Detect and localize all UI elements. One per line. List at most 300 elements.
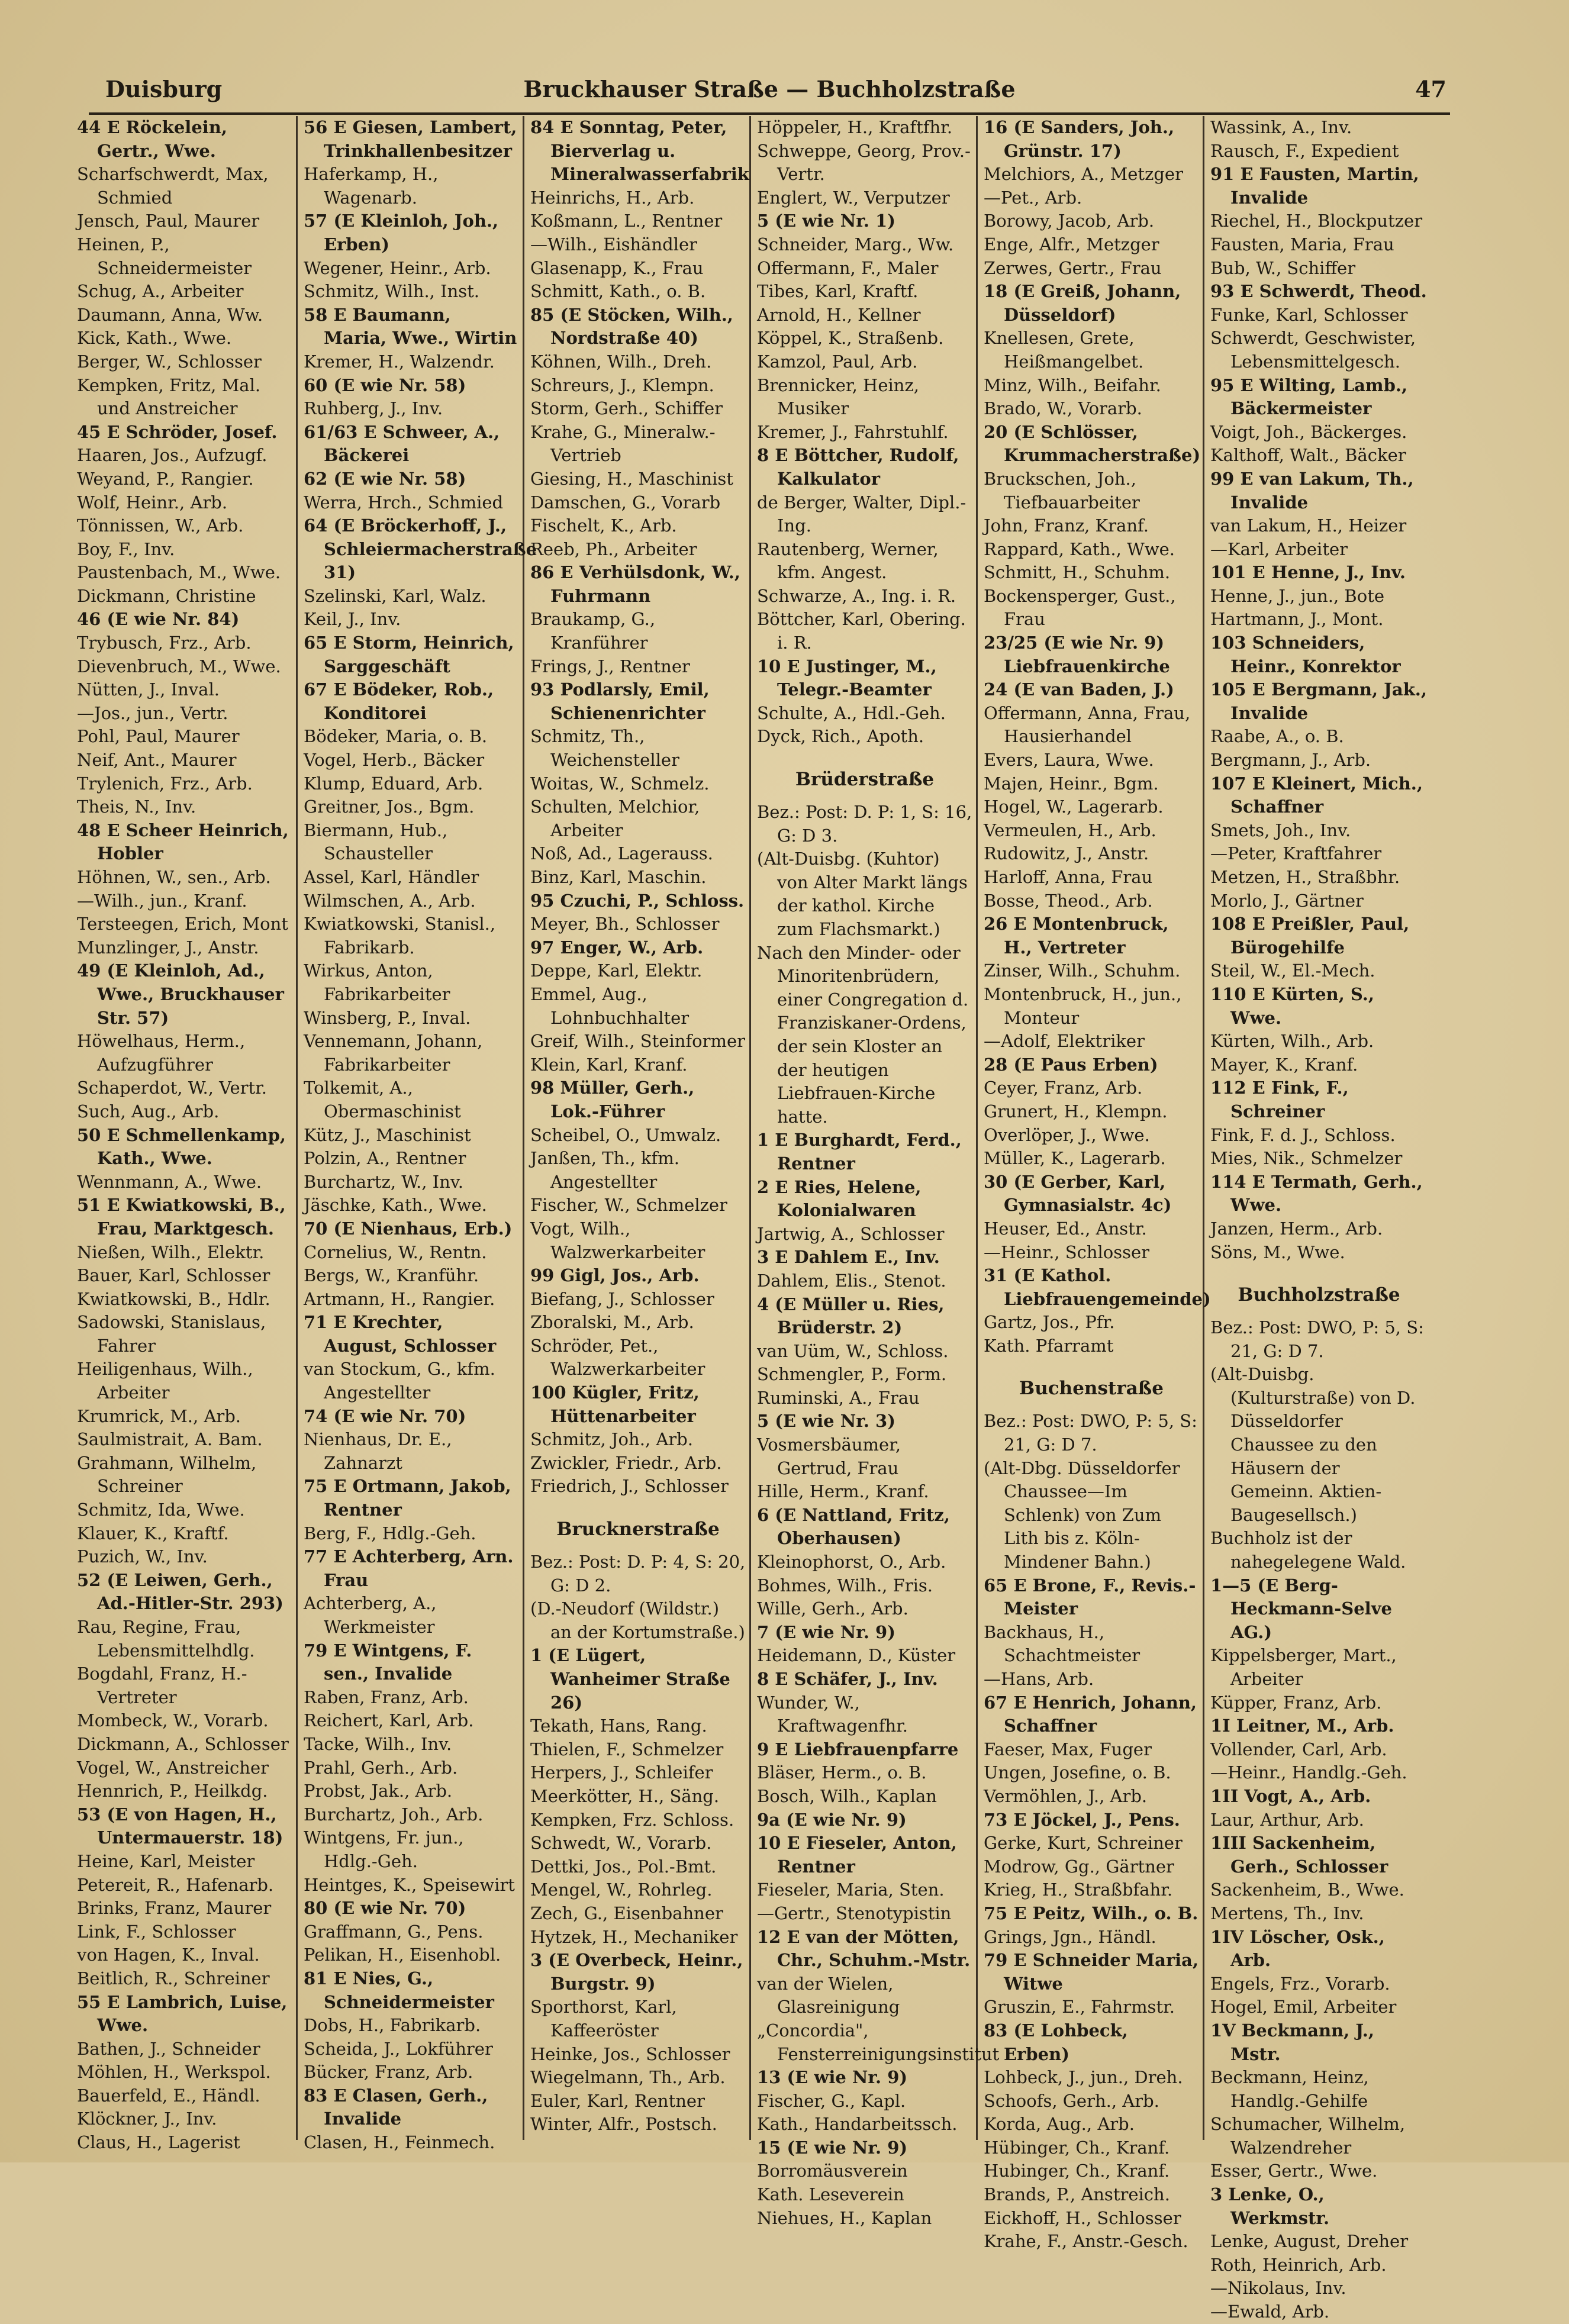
directory-entry: 6 (E Nattland, Fritz, Oberhausen) (757, 1504, 950, 1549)
directory-entry: 5 (E wie Nr. 1) (757, 211, 895, 231)
directory-entry: 62 (E wie Nr. 58) (304, 468, 466, 489)
directory-entry: 1 (E Lügert, Wanheimer Straße 26) (530, 1645, 730, 1713)
directory-entry: Braukamp, G., Kranführer (530, 609, 656, 653)
directory-entry: Evers, Laura, Wwe. (984, 750, 1154, 771)
entry-list-after-heading (530, 1551, 746, 2136)
directory-entry: Schmitz, Th., Weichensteller (530, 726, 679, 771)
directory-entry: Fausten, Maria, Frau (1210, 234, 1394, 254)
directory-entry: Heine, Karl, Meister (77, 1851, 255, 1871)
directory-entry: Harloff, Anna, Frau (984, 867, 1153, 887)
directory-entry: Schmitz, Joh., Arb. (530, 1429, 693, 1450)
directory-entry: 45 E Schröder, Josef. (77, 421, 278, 442)
directory-entry: 99 Gigl, Jos., Arb. (530, 1265, 700, 1286)
directory-entry: Meerkötter, H., Säng. (530, 1785, 720, 1806)
directory-entry: 107 E Kleinert, Mich., Schaffner (1210, 773, 1423, 817)
directory-entry: Sporthorst, Karl, Kaffeeröster (530, 1997, 677, 2041)
column-5 (978, 116, 1211, 2252)
directory-entry: Kick, Kath., Wwe. (77, 328, 232, 349)
directory-entry: Kath., Handarbeitssch. (757, 2114, 958, 2135)
directory-entry: Greitner, Jos., Bgm. (304, 797, 475, 817)
directory-entry: Höwelhaus, Herm., Aufzugführer (77, 1031, 246, 1075)
directory-entry: Bohmes, Wilh., Fris. (757, 1575, 933, 1595)
directory-entry: Krieg, H., Straßbfahr. (984, 1880, 1173, 1900)
directory-entry: Zboralski, M., Arb. (530, 1312, 694, 1333)
directory-entry: Offermann, F., Maler (757, 257, 939, 278)
directory-entry: Berg, F., Hdlg.-Geh. (304, 1523, 476, 1543)
directory-entry: 20 (E Schlösser, Krummacherstraße) (984, 421, 1201, 466)
directory-entry: Assel, Karl, Händler (304, 867, 479, 887)
directory-entry: Lenke, August, Dreher (1210, 2231, 1409, 2252)
directory-entry: 98 Müller, Gerh., Lok.-Führer (530, 1078, 695, 1121)
directory-entry: Binz, Karl, Maschin. (530, 867, 707, 887)
directory-entry: 75 E Ortmann, Jakob, Rentner (304, 1476, 511, 1520)
directory-entry: Steil, W., El.-Mech. (1210, 960, 1375, 981)
directory-entry: Giesing, H., Maschinist (530, 468, 733, 489)
directory-entry: —Jos., jun., Vertr. (77, 702, 228, 723)
directory-entry: Hennrich, P., Heilkdg. (77, 1781, 268, 1801)
directory-entry: 2 E Ries, Helene, Kolonialwaren (757, 1176, 922, 1221)
directory-entry: Vennemann, Johann, Fabrikarbeiter (304, 1031, 483, 1075)
directory-entry: Böttcher, Karl, Obering. i. R. (757, 609, 966, 653)
directory-entry: Schoofs, Gerh., Arb. (984, 2090, 1159, 2111)
directory-entry: Kleinophorst, O., Arb. (757, 1552, 946, 1572)
directory-entry: 65 E Brone, F., Revis.-Meister (984, 1575, 1196, 1619)
directory-entry: 4 (E Müller u. Ries, Brüderstr. 2) (757, 1294, 945, 1338)
directory-entry: Ungen, Josefine, o. B. (984, 1762, 1171, 1783)
directory-entry: Englert, W., Verputzer (757, 187, 950, 208)
directory-entry: Zinser, Wilh., Schuhm. (984, 960, 1181, 981)
directory-entry: Raabe, A., o. B. (1210, 726, 1344, 747)
directory-entry: Schumacher, Wilhelm, Walzendreher (1210, 2114, 1406, 2158)
directory-entry: (Alt-Duisbg. (Kuhtor) von Alter Markt längs der kathol. Kirche zum Flachsmarkt.) (757, 849, 968, 939)
directory-entry: 1V Beckmann, J., Mstr. (1210, 2020, 1374, 2064)
directory-entry: Reichert, Karl, Arb. (304, 1710, 474, 1731)
directory-entry: Fink, F. d. J., Schloss. (1210, 1124, 1396, 1145)
directory-entry: 93 Podlarsly, Emil, Schienenrichter (530, 679, 710, 723)
directory-entry: 10 E Fieseler, Anton, Rentner (757, 1833, 957, 1877)
column-6 (1204, 116, 1431, 2322)
directory-entry: Beckmann, Heinz, Handlg.-Gehilfe (1210, 2067, 1369, 2111)
directory-entry: Wilmschen, A., Arb. (304, 890, 476, 911)
directory-entry: Ruminski, A., Frau (757, 1387, 920, 1408)
directory-entry: 67 E Henrich, Johann, Schaffner (984, 1692, 1197, 1736)
directory-entry: Cornelius, W., Rentn. (304, 1242, 487, 1262)
directory-entry: 80 (E wie Nr. 70) (304, 1898, 466, 1919)
directory-entry: Munzlinger, J., Anstr. (77, 937, 259, 958)
directory-entry: Sadowski, Stanislaus, Fahrer (77, 1312, 266, 1356)
directory-entry: 26 E Montenbruck, H., Vertreter (984, 914, 1169, 958)
directory-entry: 65 E Storm, Heinrich, Sarggeschäft (304, 633, 514, 676)
directory-entry: Brinks, Franz, Maurer (77, 1898, 272, 1919)
directory-entry: Brennicker, Heinz, Musiker (757, 375, 919, 419)
directory-entry: Janßen, Th., kfm. Angestellter (530, 1148, 679, 1192)
directory-entry: Bläser, Herm., o. B. (757, 1762, 927, 1783)
directory-entry: 101 E Henne, J., Inv. (1210, 562, 1406, 583)
directory-entry: Weyand, P., Rangier. (77, 468, 254, 489)
directory-entry: Küpper, Franz, Arb. (1210, 1692, 1382, 1713)
directory-entry: Wirkus, Anton, Fabrikarbeiter (304, 960, 450, 1004)
directory-entry: Paustenbach, M., Wwe. (77, 562, 281, 583)
directory-entry: Scharfschwerdt, Max, Schmied (77, 164, 269, 208)
directory-entry: 5 (E wie Nr. 3) (757, 1411, 895, 1432)
directory-entry: Petereit, R., Hafenarb. (77, 1874, 274, 1895)
directory-entry: 83 E Clasen, Gerh., Invalide (304, 2085, 488, 2129)
directory-entry: Minz, Wilh., Beifahr. (984, 375, 1161, 395)
street-heading-brucknerstrasse: Brucknerstraße (556, 1519, 720, 1540)
directory-entry: Grahmann, Wilhelm, Schreiner (77, 1452, 257, 1497)
directory-entry: Clasen, H., Feinmech. (304, 2132, 495, 2153)
directory-entry: Bathen, J., Schneider (77, 2038, 260, 2059)
directory-entry: Szelinski, Karl, Walz. (304, 585, 487, 606)
directory-entry: Bez.: Post: DWO, P: 5, S: 21, G: D 7. (1210, 1317, 1424, 1361)
directory-entry: Janzen, Herm., Arb. (1210, 1218, 1383, 1239)
directory-entry: Grings, Jgn., Händl. (984, 1926, 1156, 1947)
directory-entry: Gerke, Kurt, Schreiner (984, 1833, 1183, 1854)
directory-entry: Heiligenhaus, Wilh., Arbeiter (77, 1359, 253, 1403)
directory-entry: Hubinger, Ch., Kranf. (984, 2161, 1170, 2181)
directory-entry: Smets, Joh., Inv. (1210, 820, 1351, 840)
directory-entry: 1 E Burghardt, Ferd., Rentner (757, 1130, 962, 1174)
directory-entry: Dyck, Rich., Apoth. (757, 726, 924, 747)
directory-entry: Berger, W., Schlosser (77, 351, 262, 372)
directory-entry: Heinrichs, H., Arb. (530, 187, 695, 208)
directory-entry: 71 E Krechter, August, Schlosser (304, 1312, 497, 1356)
directory-entry: Mies, Nik., Schmelzer (1210, 1148, 1403, 1169)
directory-entry: Schweppe, Georg, Prov.-Vertr. (757, 140, 971, 185)
directory-entry: Lohbeck, J., jun., Dreh. (984, 2067, 1183, 2088)
directory-entry: Jäschke, Kath., Wwe. (304, 1195, 487, 1216)
directory-entry: Hübinger, Ch., Kranf. (984, 2137, 1170, 2158)
directory-entry: 73 E Jöckel, J., Pens. (984, 1809, 1180, 1830)
directory-entry: Montenbruck, H., jun., Monteur (984, 984, 1182, 1028)
directory-entry: Bez.: Post: DWO, P: 5, S: 21, G: D 7. (984, 1411, 1197, 1455)
directory-entry: Koßmann, L., Rentner (530, 211, 723, 231)
directory-entry: Overlöper, J., Wwe. (984, 1124, 1150, 1145)
directory-entry: Mengel, W., Rohrleg. (530, 1880, 713, 1900)
directory-entry: Biefang, J., Schlosser (530, 1288, 714, 1309)
directory-entry: Klauer, K., Kraftf. (77, 1523, 229, 1543)
directory-entry: Nach den Minder- oder Minoritenbrüdern, einer Congregation d. Franziskaner-Ordens, der sein Kloster an der heutigen Liebfrauen-Kirche hatte. (757, 942, 969, 1127)
directory-entry: 56 E Giesen, Lambert, Trinkhallenbesitzer (304, 117, 517, 161)
directory-entry: Borowy, Jacob, Arb. (984, 211, 1155, 231)
directory-entry: Bruckschen, Joh., Tiefbauarbeiter (984, 468, 1140, 512)
directory-entry: Krumrick, M., Arb. (77, 1406, 241, 1426)
directory-entry: Ruhberg, J., Inv. (304, 398, 443, 419)
directory-entry: Vogel, W., Anstreicher (77, 1757, 269, 1778)
directory-entry: —Heinr., Schlosser (984, 1242, 1150, 1262)
directory-entry: 67 E Bödeker, Rob., Konditorei (304, 679, 494, 723)
directory-entry: 18 (E Greiß, Johann, Düsseldorf) (984, 281, 1181, 325)
directory-entry: van der Wielen, Glasreinigung (757, 1973, 900, 2017)
directory-entry: Neif, Ant., Maurer (77, 750, 237, 771)
directory-entry: Metzen, H., Straßbhr. (1210, 867, 1400, 887)
directory-entry: 93 E Schwerdt, Theod. (1210, 281, 1427, 302)
directory-entry: Bauer, Karl, Schlosser (77, 1265, 270, 1286)
directory-entry: 1I Leitner, M., Arb. (1210, 1716, 1394, 1736)
directory-entry: Probst, Jak., Arb. (304, 1781, 453, 1801)
directory-entry: Trylenich, Frz., Arb. (77, 773, 253, 794)
directory-entry: Vermöhlen, J., Arb. (984, 1785, 1148, 1806)
directory-entry: Dickmann, A., Schlosser (77, 1733, 289, 1754)
directory-entry: Schmengler, P., Form. (757, 1364, 947, 1385)
directory-entry: 53 (E von Hagen, H., Untermauerstr. 18) (77, 1804, 283, 1848)
directory-entry: 79 E Schneider Maria, Witwe (984, 1950, 1199, 1994)
street-heading-buchholzstrasse: Buchholzstraße (1238, 1284, 1400, 1306)
directory-entry: 61/63 E Schweer, A., Bäckerei (304, 421, 500, 466)
directory-entry: 1II Vogt, A., Arb. (1210, 1785, 1371, 1806)
directory-entry: Claus, H., Lagerist (77, 2132, 240, 2153)
directory-entry: Bergmann, J., Arb. (1210, 750, 1371, 771)
directory-entry: Rautenberg, Werner, kfm. Angest. (757, 539, 939, 583)
directory-entry: Zech, G., Eisenbahner (530, 1903, 723, 1923)
directory-entry: Hartmann, J., Mont. (1210, 609, 1384, 630)
directory-entry: Bez.: Post: D. P: 4, S: 20, G: D 2. (530, 1552, 746, 1595)
directory-entry: Korda, Aug., Arb. (984, 2114, 1135, 2135)
directory-entry: Schmitz, Wilh., Inst. (304, 281, 479, 302)
directory-entry: Prahl, Gerh., Arb. (304, 1757, 458, 1778)
directory-entry: 1IV Löscher, Osk., Arb. (1210, 1926, 1385, 1971)
directory-entry: 12 E van der Mötten, Chr., Schuhm.-Mstr. (757, 1926, 971, 1971)
directory-entry: Roth, Heinrich, Arb. (1210, 2254, 1387, 2275)
directory-entry: Köppel, K., Straßenb. (757, 328, 944, 349)
directory-entry: 103 Schneiders, Heinr., Konrektor (1210, 633, 1401, 676)
directory-entry: 57 (E Kleinloh, Joh., Erben) (304, 211, 499, 254)
directory-entry: Dahlem, Elis., Stenot. (757, 1270, 946, 1291)
directory-entry: Wegener, Heinr., Arb. (304, 257, 491, 278)
directory-entry: Mayer, K., Kranf. (1210, 1054, 1358, 1075)
page-number: 47 (1415, 76, 1446, 102)
directory-entry: 23/25 (E wie Nr. 9) Liebfrauenkirche (984, 633, 1170, 676)
directory-entry: Nütten, J., Inval. (77, 679, 220, 700)
directory-entry: Theis, N., Inv. (77, 797, 196, 817)
directory-entry: Emmel, Aug., Lohnbuchhalter (530, 984, 690, 1028)
directory-entry: Möhlen, H., Werkspol. (77, 2062, 271, 2083)
directory-entry: 3 Lenke, O., Werkmstr. (1210, 2184, 1330, 2228)
directory-entry: „Concordia", Fensterreinigungsinstitut (757, 2020, 1000, 2064)
directory-entry: 60 (E wie Nr. 58) (304, 375, 466, 395)
directory-entry: Tönnissen, W., Arb. (77, 515, 244, 536)
directory-entry: 3 E Dahlem E., Inv. (757, 1247, 940, 1268)
directory-entry: 13 (E wie Nr. 9) (757, 2067, 908, 2088)
directory-entry: Euler, Karl, Rentner (530, 2090, 705, 2111)
page-header (89, 71, 1450, 115)
directory-entry: Heinen, P., Schneidermeister (77, 234, 252, 278)
directory-entry: Grunert, H., Klempn. (984, 1101, 1168, 1121)
directory-entry: 55 E Lambrich, Luise, Wwe. (77, 1991, 288, 2036)
column-1 (71, 116, 298, 2153)
directory-entry: Müller, K., Lagerarb. (984, 1148, 1166, 1169)
directory-entry: Dettki, Jos., Pol.-Bmt. (530, 1856, 717, 1877)
directory-entry: 8 E Böttcher, Rudolf, Kalkulator (757, 445, 959, 489)
directory-entry: Tersteegen, Erich, Mont (77, 914, 288, 934)
directory-entry: 7 (E wie Nr. 9) (757, 1622, 895, 1642)
directory-entry: Schulten, Melchior, Arbeiter (530, 797, 700, 840)
directory-entry: 30 (E Gerber, Karl, Gymnasialstr. 4c) (984, 1171, 1172, 1216)
directory-entry: Dickmann, Christine (77, 585, 256, 606)
directory-entry: 1III Sackenheim, Gerh., Schlosser (1210, 1833, 1388, 1877)
directory-entry: (Alt-Dbg. Düsseldorfer Chaussee—Im Schlenk) von Zum Lith bis z. Köln-Mindener Bahn.) (984, 1458, 1180, 1572)
directory-entry: Kremer, J., Fahrstuhlf. (757, 421, 949, 442)
column-2 (298, 116, 537, 2153)
directory-entry: Bosch, Wilh., Kaplan (757, 1785, 937, 1806)
directory-entry: —Ewald, Arb. (1210, 2302, 1330, 2322)
directory-entry: Backhaus, H., Schachtmeister (984, 1622, 1140, 1666)
directory-entry: Boy, F., Inv. (77, 539, 175, 559)
directory-entry: Haaren, Jos., Aufzugf. (77, 445, 268, 466)
directory-entry: —Wilh., Eishändler (530, 234, 698, 254)
directory-entry: 31 (E Kathol. Liebfrauengemeinde) (984, 1265, 1211, 1309)
directory-entry: —Heinr., Handlg.-Geh. (1210, 1762, 1407, 1783)
directory-entry: Artmann, H., Rangier. (304, 1288, 495, 1309)
directory-entry: 79 E Wintgens, F. sen., Invalide (304, 1640, 472, 1684)
directory-entry: Graffmann, G., Pens. (304, 1921, 484, 1942)
directory-entry: Schmitt, H., Schuhm. (984, 562, 1171, 583)
directory-entry: —Wilh., jun., Kranf. (77, 890, 247, 911)
directory-entry: Nießen, Wilh., Elektr. (77, 1242, 265, 1262)
directory-entry: Wiegelmann, Th., Arb. (530, 2067, 726, 2088)
directory-entry: Kempken, Fritz, Mal. und Anstreicher (77, 375, 261, 419)
directory-entry: Brands, P., Anstreich. (984, 2184, 1170, 2205)
directory-entry: —Peter, Kraftfahrer (1210, 843, 1382, 864)
directory-entry: Tibes, Karl, Kraftf. (757, 281, 919, 302)
directory-entry: Schug, A., Arbeiter (77, 281, 244, 302)
directory-entry: Biermann, Hub., Schausteller (304, 820, 448, 864)
directory-entry: Bauerfeld, E., Händl. (77, 2085, 260, 2106)
directory-entry: Vosmersbäumer, Gertrud, Frau (757, 1435, 901, 1478)
directory-entry: 81 E Nies, G., Schneidermeister (304, 1968, 494, 2012)
directory-entry: 75 E Peitz, Wilh., o. B. (984, 1903, 1199, 1923)
directory-entry: Reeb, Ph., Arbeiter (530, 539, 697, 559)
entry-list-after-heading (984, 1410, 1199, 2253)
directory-entry: Heintges, K., Speisewirt (304, 1874, 515, 1895)
directory-entry: Höhnen, W., sen., Arb. (77, 867, 271, 887)
directory-entry: Henne, J., jun., Bote (1210, 585, 1385, 606)
directory-entry: Bockensperger, Gust., Frau (984, 585, 1176, 630)
directory-entry: Vogel, Herb., Bäcker (304, 750, 485, 771)
directory-entry: Raben, Franz, Arb. (304, 1687, 469, 1707)
directory-entry: Brado, W., Vorarb. (984, 398, 1142, 419)
directory-entry: Tolkemit, A., Obermaschinist (304, 1078, 461, 1121)
directory-entry: 48 E Scheer Heinrich, Hobler (77, 820, 289, 864)
entry-list (304, 116, 537, 2155)
directory-entry: Schröder, Pet., Walzwerkarbeiter (530, 1335, 705, 1379)
directory-entry: Gartz, Jos., Pfr. (984, 1312, 1115, 1333)
street-heading-buchenstrasse: Buchenstraße (1019, 1378, 1164, 1400)
directory-entry: Winter, Alfr., Postsch. (530, 2114, 717, 2135)
directory-entry: Rau, Regine, Frau, Lebensmittelhdlg. (77, 1617, 255, 1661)
directory-entry: Wolf, Heinr., Arb. (77, 492, 228, 512)
directory-entry: 44 E Röckelein, Gertr., Wwe. (77, 117, 227, 161)
directory-entry: Rudowitz, J., Anstr. (984, 843, 1149, 864)
directory-entry: Krahe, F., Anstr.-Gesch. (984, 2231, 1188, 2252)
directory-entry: Bergs, W., Kranführ. (304, 1265, 479, 1286)
directory-entry: (Alt-Duisbg. (Kulturstraße) von D. Düsseldorfer Chaussee zu den Häusern der Gemeinn. Aktien-Baugesellsch.) (1210, 1364, 1416, 1525)
directory-entry: Kath. Pfarramt (984, 1335, 1114, 1356)
directory-entry: Schmitz, Ida, Wwe. (77, 1500, 245, 1520)
directory-entry: Söns, M., Wwe. (1210, 1242, 1345, 1262)
directory-entry: Kamzol, Paul, Arb. (757, 351, 918, 372)
directory-entry: Bogdahl, Franz, H.-Vertreter (77, 1664, 247, 1707)
directory-columns (71, 116, 1432, 2322)
directory-entry: Schaperdot, W., Vertr. (77, 1078, 268, 1098)
directory-entry: 10 E Justinger, M., Telegr.-Beamter (757, 656, 937, 700)
street-range-title: Bruckhauser Straße — Buchholzstraße (523, 76, 1016, 102)
directory-entry: Majen, Heinr., Bgm. (984, 773, 1159, 794)
directory-entry: Borromäusverein (757, 2161, 908, 2181)
directory-entry: Noß, Ad., Lagerauss. (530, 843, 713, 864)
street-heading-bruederstrasse: Brüderstraße (795, 769, 935, 791)
directory-entry: Morlo, J., Gärtner (1210, 890, 1364, 911)
directory-entry: Funke, Karl, Schlosser (1210, 304, 1408, 325)
directory-entry: Zerwes, Gertr., Frau (984, 257, 1162, 278)
directory-entry: Vollender, Carl, Arb. (1210, 1739, 1387, 1759)
directory-entry: Zwickler, Friedr., Arb. (530, 1452, 722, 1473)
directory-entry: Enge, Alfr., Metzger (984, 234, 1159, 254)
directory-entry: Schmitt, Kath., o. B. (530, 281, 706, 302)
directory-entry: Klump, Eduard, Arb. (304, 773, 484, 794)
directory-entry: Kütz, J., Maschinist (304, 1124, 471, 1145)
column-3 (524, 116, 751, 2140)
directory-entry: 3 (E Overbeck, Heinr., Burgstr. 9) (530, 1950, 743, 1994)
directory-entry: Friedrich, J., Schlosser (530, 1476, 729, 1497)
entry-list-after-heading (1210, 1316, 1428, 2324)
directory-entry: —Karl, Arbeiter (1210, 539, 1348, 559)
directory-entry: Kremer, H., Walzendr. (304, 351, 495, 372)
directory-entry: Dievenbruch, M., Wwe. (77, 656, 281, 676)
directory-entry: Klöckner, J., Inv. (77, 2109, 217, 2129)
directory-entry: 16 (E Sanders, Joh., Grünstr. 17) (984, 117, 1175, 161)
directory-entry: Schulte, A., Hdl.-Geh. (757, 702, 946, 723)
directory-entry: 91 E Fausten, Martin, Invalide (1210, 164, 1419, 208)
directory-entry: Klein, Karl, Kranf. (530, 1054, 688, 1075)
directory-entry: Wintgens, Fr. jun., Hdlg.-Geh. (304, 1827, 464, 1871)
directory-entry: Vogt, Wilh., Walzwerkarbeiter (530, 1218, 705, 1262)
directory-entry: Hytzek, H., Mechaniker (530, 1926, 738, 1947)
directory-entry: Heidemann, D., Küster (757, 1645, 956, 1666)
directory-entry: Woitas, W., Schmelz. (530, 773, 710, 794)
directory-entry: Riechel, H., Blockputzer (1210, 211, 1423, 231)
directory-entry: Vermeulen, H., Arb. (984, 820, 1156, 840)
directory-entry: Jartwig, A., Schlosser (757, 1223, 945, 1244)
directory-entry: Eickhoff, H., Schlosser (984, 2207, 1181, 2228)
directory-entry: 83 (E Lohbeck, Erben) (984, 2020, 1128, 2064)
directory-entry: Keil, J., Inv. (304, 609, 401, 630)
directory-entry: Schwerdt, Geschwister, Lebensmittelgesch. (1210, 328, 1416, 372)
directory-entry: de Berger, Walter, Dipl.-Ing. (757, 492, 966, 536)
directory-entry: Mertens, Th., Inv. (1210, 1903, 1364, 1923)
directory-entry: 24 (E van Baden, J.) (984, 679, 1174, 700)
city-name: Duisburg (105, 76, 223, 102)
directory-entry: 114 E Termath, Gerh., Wwe. (1210, 1171, 1423, 1216)
directory-entry: Esser, Gertr., Wwe. (1210, 2161, 1378, 2181)
directory-entry: Hogel, W., Lagerarb. (984, 797, 1164, 817)
directory-entry: 77 E Achterberg, Arn. Frau (304, 1546, 514, 1590)
directory-entry: Nienhaus, Dr. E., Zahnarzt (304, 1429, 452, 1473)
directory-entry: Sackenheim, B., Wwe. (1210, 1880, 1404, 1900)
directory-entry: Glasenapp, K., Frau (530, 257, 704, 278)
directory-entry: Kempken, Frz. Schloss. (530, 1809, 734, 1830)
directory-entry: Knellesen, Grete, Heißmangelbet. (984, 328, 1144, 372)
directory-entry: Kath. Leseverein (757, 2184, 904, 2205)
directory-entry: 46 (E wie Nr. 84) (77, 609, 240, 630)
directory-entry: 112 E Fink, F., Schreiner (1210, 1078, 1349, 1121)
directory-entry: Höppeler, H., Kraftfhr. (757, 117, 953, 137)
directory-entry: van Uüm, W., Schloss. (757, 1340, 949, 1361)
directory-entry: Mombeck, W., Vorarb. (77, 1710, 269, 1731)
directory-entry: 9 E Liebfrauenpfarre (757, 1739, 959, 1759)
column-4 (751, 116, 1000, 2228)
directory-entry: 97 Enger, W., Arb. (530, 937, 704, 958)
